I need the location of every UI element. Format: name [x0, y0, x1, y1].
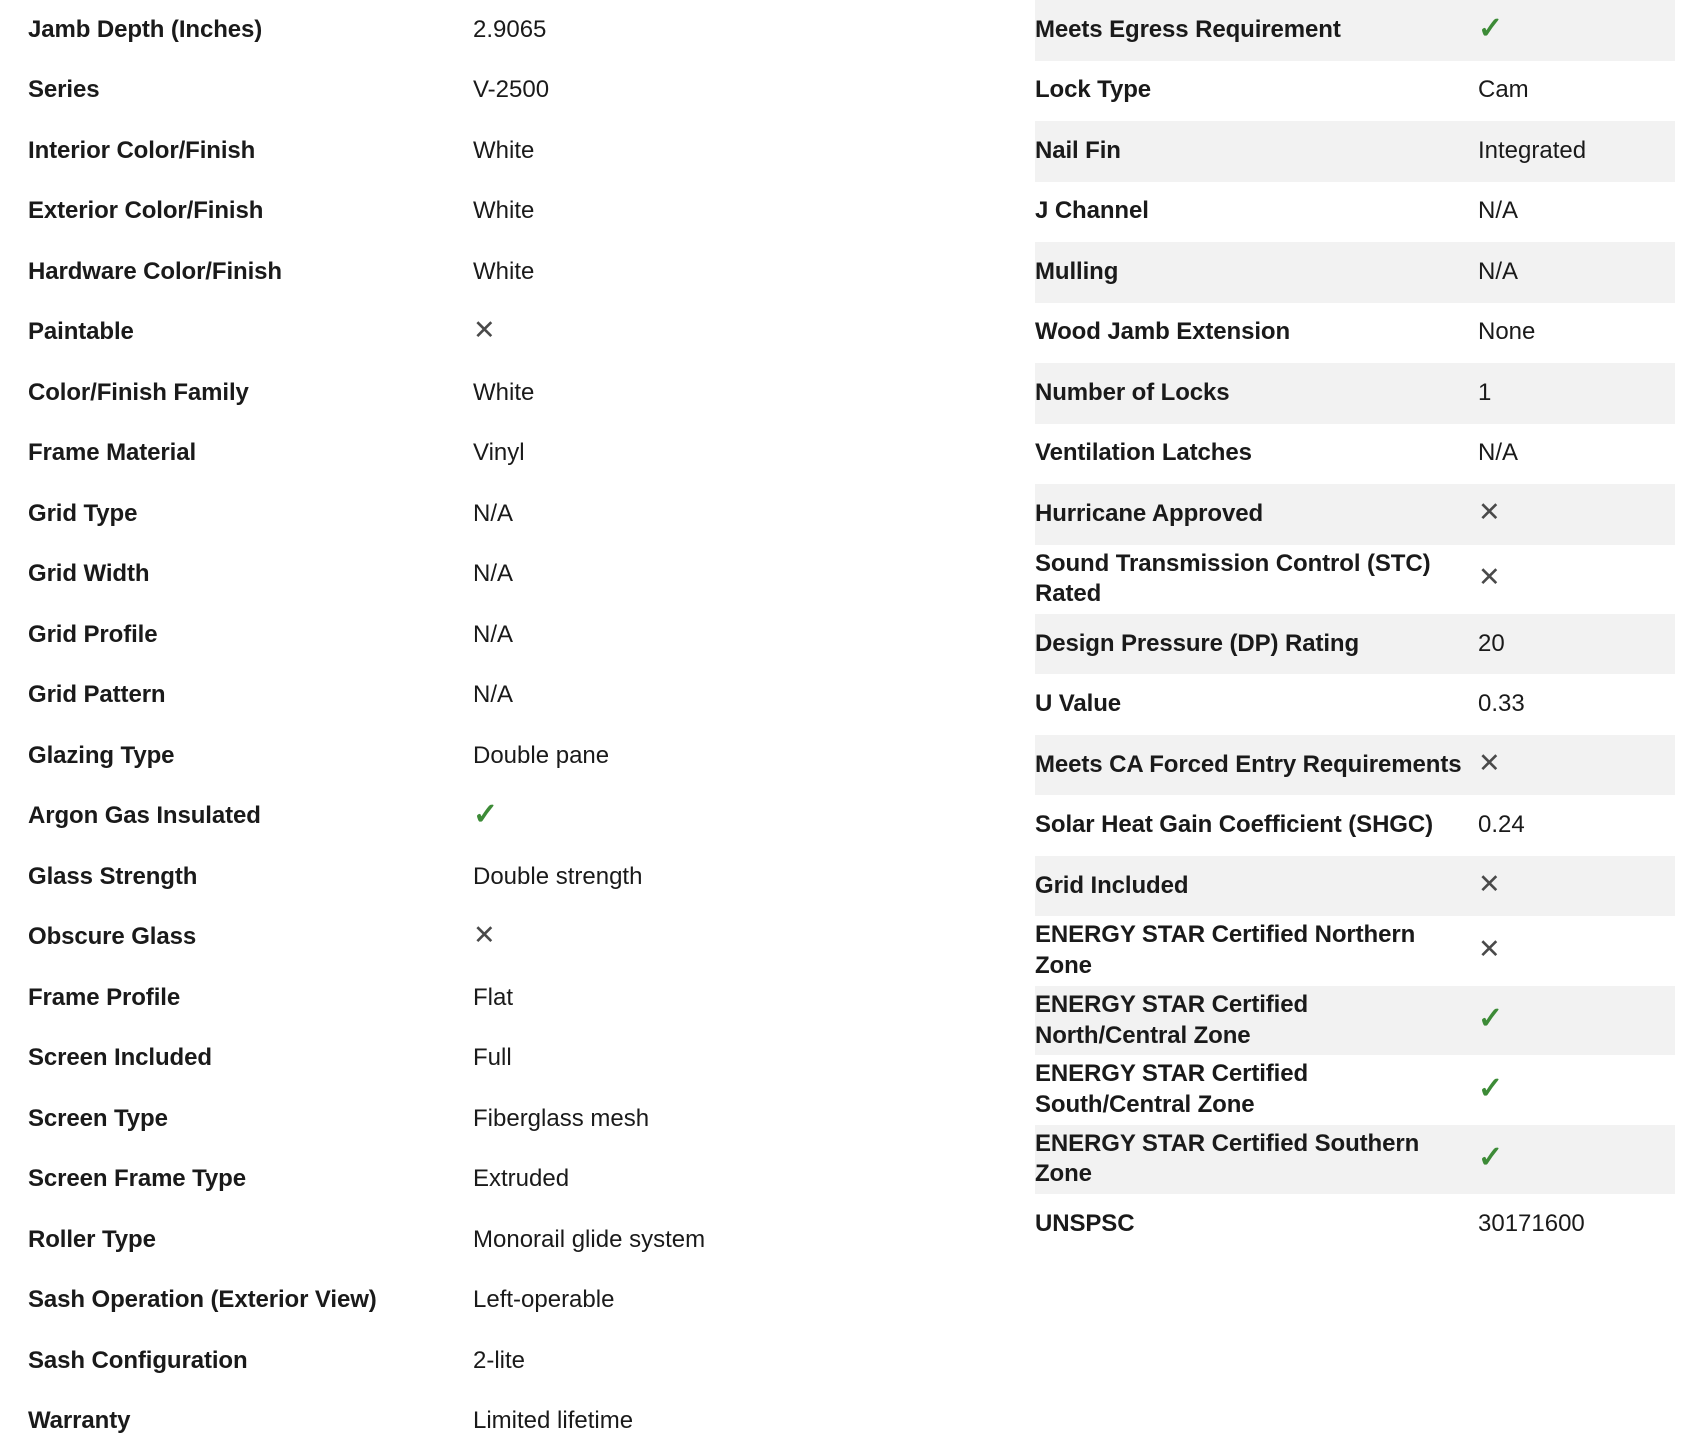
- spec-row: [28, 1029, 994, 1090]
- spec-row: [1035, 1194, 1675, 1255]
- spec-value: Full: [473, 1029, 994, 1090]
- spec-label: Solar Heat Gain Coefficient (SHGC): [1035, 795, 1478, 856]
- spec-label: Argon Gas Insulated: [28, 787, 473, 848]
- spec-value: [1478, 1125, 1675, 1194]
- spec-value: [473, 908, 994, 969]
- spec-label: Grid Pattern: [28, 666, 473, 727]
- spec-row: [28, 726, 994, 787]
- spec-row: [28, 121, 994, 182]
- spec-label: Number of Locks: [1035, 363, 1478, 424]
- spec-row: [1035, 0, 1675, 61]
- spec-value: [473, 787, 994, 848]
- spec-value: [1478, 986, 1675, 1055]
- spec-label: Exterior Color/Finish: [28, 182, 473, 243]
- cross-icon: ✕: [1478, 750, 1501, 777]
- spec-label: Obscure Glass: [28, 908, 473, 969]
- spec-value: 2-lite: [473, 1331, 994, 1392]
- spec-value: N/A: [1478, 182, 1675, 243]
- spec-label: J Channel: [1035, 182, 1478, 243]
- check-icon: ✓: [1478, 14, 1503, 44]
- spec-value: White: [473, 242, 994, 303]
- spec-value: V-2500: [473, 61, 994, 122]
- spec-label: Screen Type: [28, 1089, 473, 1150]
- spec-value: Fiberglass mesh: [473, 1089, 994, 1150]
- spec-row: [28, 968, 994, 1029]
- spec-value: N/A: [473, 484, 994, 545]
- spec-label: Grid Profile: [28, 605, 473, 666]
- spec-row: [1035, 916, 1675, 985]
- spec-row: [1035, 1055, 1675, 1124]
- cross-icon: ✕: [473, 317, 496, 344]
- spec-label: Sound Transmission Control (STC) Rated: [1035, 545, 1478, 614]
- spec-value: 0.33: [1478, 674, 1675, 735]
- spec-value: [1478, 1055, 1675, 1124]
- spec-label: Meets Egress Requirement: [1035, 0, 1478, 61]
- spec-label: Ventilation Latches: [1035, 424, 1478, 485]
- spec-row: [1035, 363, 1675, 424]
- spec-value: Double pane: [473, 726, 994, 787]
- spec-value: Cam: [1478, 61, 1675, 122]
- spec-label: Screen Included: [28, 1029, 473, 1090]
- spec-value: Double strength: [473, 847, 994, 908]
- spec-value: White: [473, 182, 994, 243]
- spec-row: [1035, 795, 1675, 856]
- spec-label: Mulling: [1035, 242, 1478, 303]
- spec-table-right: [1035, 0, 1675, 1255]
- spec-label: Interior Color/Finish: [28, 121, 473, 182]
- cross-icon: ✕: [1478, 499, 1501, 526]
- spec-row: [1035, 856, 1675, 917]
- spec-row: [28, 1271, 994, 1332]
- spec-label: Nail Fin: [1035, 121, 1478, 182]
- spec-value: Integrated: [1478, 121, 1675, 182]
- cross-icon: ✕: [1478, 871, 1501, 898]
- spec-value: N/A: [473, 545, 994, 606]
- spec-label: Hardware Color/Finish: [28, 242, 473, 303]
- spec-label: Series: [28, 61, 473, 122]
- spec-value: [1478, 856, 1675, 917]
- cross-icon: ✕: [1478, 564, 1501, 591]
- spec-label: Grid Included: [1035, 856, 1478, 917]
- spec-label: Sash Operation (Exterior View): [28, 1271, 473, 1332]
- spec-label: Lock Type: [1035, 61, 1478, 122]
- spec-column-right: [1023, 0, 1692, 1255]
- spec-label: Frame Profile: [28, 968, 473, 1029]
- spec-row: [28, 1331, 994, 1392]
- spec-label: Warranty: [28, 1392, 473, 1452]
- spec-row: [28, 424, 994, 485]
- spec-label: Paintable: [28, 303, 473, 364]
- spec-table-left: [28, 0, 994, 1452]
- check-icon: ✓: [1478, 1004, 1503, 1034]
- spec-value: N/A: [473, 605, 994, 666]
- spec-row: [1035, 182, 1675, 243]
- spec-row: [28, 0, 994, 61]
- check-icon: ✓: [1478, 1074, 1503, 1104]
- spec-label: UNSPSC: [1035, 1194, 1478, 1255]
- spec-row: [28, 1150, 994, 1211]
- spec-value: N/A: [1478, 242, 1675, 303]
- spec-row: [28, 484, 994, 545]
- spec-row: [28, 847, 994, 908]
- spec-value: 2.9065: [473, 0, 994, 61]
- spec-value: [1478, 484, 1675, 545]
- spec-label: Grid Type: [28, 484, 473, 545]
- spec-row: [28, 182, 994, 243]
- spec-label: ENERGY STAR Certified Southern Zone: [1035, 1125, 1478, 1194]
- spec-row: [1035, 1125, 1675, 1194]
- spec-value: N/A: [1478, 424, 1675, 485]
- spec-row: [1035, 735, 1675, 796]
- spec-label: ENERGY STAR Certified South/Central Zone: [1035, 1055, 1478, 1124]
- spec-value: 30171600: [1478, 1194, 1675, 1255]
- spec-row: [28, 61, 994, 122]
- spec-row: [1035, 242, 1675, 303]
- spec-label: ENERGY STAR Certified Northern Zone: [1035, 916, 1478, 985]
- spec-row: [1035, 614, 1675, 675]
- spec-label: Roller Type: [28, 1210, 473, 1271]
- spec-label: Frame Material: [28, 424, 473, 485]
- spec-value: 20: [1478, 614, 1675, 675]
- spec-row: [28, 1392, 994, 1452]
- spec-label: Grid Width: [28, 545, 473, 606]
- spec-row: [28, 545, 994, 606]
- check-icon: ✓: [1478, 1143, 1503, 1173]
- spec-label: Glass Strength: [28, 847, 473, 908]
- spec-label: Wood Jamb Extension: [1035, 303, 1478, 364]
- spec-row: [1035, 545, 1675, 614]
- spec-value: 1: [1478, 363, 1675, 424]
- spec-value: Limited lifetime: [473, 1392, 994, 1452]
- spec-label: Screen Frame Type: [28, 1150, 473, 1211]
- spec-label: Sash Configuration: [28, 1331, 473, 1392]
- spec-label: ENERGY STAR Certified North/Central Zone: [1035, 986, 1478, 1055]
- spec-value: None: [1478, 303, 1675, 364]
- spec-row: [1035, 303, 1675, 364]
- cross-icon: ✕: [473, 922, 496, 949]
- spec-label: Design Pressure (DP) Rating: [1035, 614, 1478, 675]
- spec-row: [1035, 674, 1675, 735]
- spec-row: [1035, 61, 1675, 122]
- spec-row: [1035, 986, 1675, 1055]
- spec-row: [28, 605, 994, 666]
- spec-row: [28, 1089, 994, 1150]
- spec-value: Extruded: [473, 1150, 994, 1211]
- spec-value: [473, 303, 994, 364]
- spec-label: Hurricane Approved: [1035, 484, 1478, 545]
- spec-value: [1478, 735, 1675, 796]
- spec-row: [1035, 424, 1675, 485]
- spec-value: Vinyl: [473, 424, 994, 485]
- spec-value: White: [473, 121, 994, 182]
- spec-row: [28, 787, 994, 848]
- spec-label: Glazing Type: [28, 726, 473, 787]
- spec-row: [28, 666, 994, 727]
- cross-icon: ✕: [1478, 936, 1501, 963]
- spec-value: Left-operable: [473, 1271, 994, 1332]
- spec-row: [1035, 121, 1675, 182]
- spec-value: [1478, 916, 1675, 985]
- check-icon: ✓: [473, 800, 498, 830]
- spec-row: [28, 908, 994, 969]
- spec-label: Meets CA Forced Entry Requirements: [1035, 735, 1478, 796]
- spec-value: [1478, 0, 1675, 61]
- spec-label: Color/Finish Family: [28, 363, 473, 424]
- spec-value: N/A: [473, 666, 994, 727]
- spec-value: 0.24: [1478, 795, 1675, 856]
- spec-value: White: [473, 363, 994, 424]
- spec-value: [1478, 545, 1675, 614]
- spec-label: Jamb Depth (Inches): [28, 0, 473, 61]
- spec-row: [1035, 484, 1675, 545]
- spec-row: [28, 242, 994, 303]
- spec-value: Flat: [473, 968, 994, 1029]
- spec-row: [28, 303, 994, 364]
- spec-value: Monorail glide system: [473, 1210, 994, 1271]
- spec-row: [28, 363, 994, 424]
- spec-label: U Value: [1035, 674, 1478, 735]
- spec-row: [28, 1210, 994, 1271]
